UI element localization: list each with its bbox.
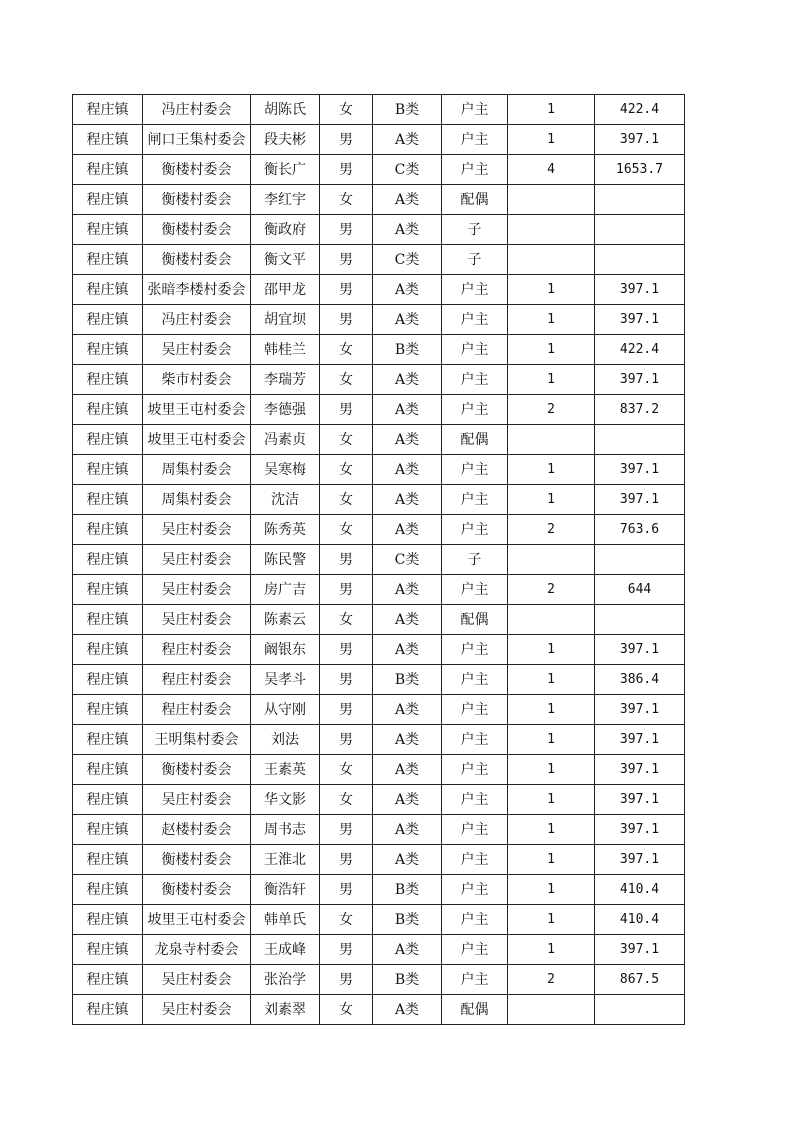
table-row bbox=[73, 365, 685, 395]
name-cell: 王淮北 bbox=[251, 845, 320, 875]
household-size-cell: 1 bbox=[508, 365, 595, 395]
relation-cell: 户主 bbox=[442, 875, 508, 905]
amount-cell: 422.4 bbox=[595, 335, 685, 365]
name-cell: 沈洁 bbox=[251, 485, 320, 515]
category-cell: C类 bbox=[373, 545, 442, 575]
household-size-cell: 1 bbox=[508, 485, 595, 515]
name-cell: 华文影 bbox=[251, 785, 320, 815]
amount-cell bbox=[595, 185, 685, 215]
town-cell: 程庄镇 bbox=[73, 545, 143, 575]
relation-cell: 子 bbox=[442, 245, 508, 275]
relation-cell: 户主 bbox=[442, 905, 508, 935]
town-cell: 程庄镇 bbox=[73, 725, 143, 755]
gender-cell: 男 bbox=[320, 545, 373, 575]
household-size-cell bbox=[508, 245, 595, 275]
village-cell: 吴庄村委会 bbox=[143, 995, 251, 1025]
household-size-cell: 1 bbox=[508, 785, 595, 815]
amount-cell: 397.1 bbox=[595, 365, 685, 395]
table-row bbox=[73, 95, 685, 125]
household-size-cell: 1 bbox=[508, 935, 595, 965]
gender-cell: 女 bbox=[320, 995, 373, 1025]
town-cell: 程庄镇 bbox=[73, 275, 143, 305]
gender-cell: 男 bbox=[320, 815, 373, 845]
table-row bbox=[73, 275, 685, 305]
town-cell: 程庄镇 bbox=[73, 845, 143, 875]
relation-cell: 户主 bbox=[442, 95, 508, 125]
village-cell: 冯庄村委会 bbox=[143, 95, 251, 125]
gender-cell: 男 bbox=[320, 245, 373, 275]
town-cell: 程庄镇 bbox=[73, 755, 143, 785]
amount-cell: 644 bbox=[595, 575, 685, 605]
gender-cell: 女 bbox=[320, 95, 373, 125]
gender-cell: 男 bbox=[320, 695, 373, 725]
village-cell: 衡楼村委会 bbox=[143, 155, 251, 185]
household-size-cell: 1 bbox=[508, 125, 595, 155]
amount-cell: 397.1 bbox=[595, 695, 685, 725]
village-cell: 王明集村委会 bbox=[143, 725, 251, 755]
gender-cell: 男 bbox=[320, 845, 373, 875]
name-cell: 冯素贞 bbox=[251, 425, 320, 455]
name-cell: 阚银东 bbox=[251, 635, 320, 665]
town-cell: 程庄镇 bbox=[73, 485, 143, 515]
amount-cell: 397.1 bbox=[595, 305, 685, 335]
town-cell: 程庄镇 bbox=[73, 425, 143, 455]
table-row bbox=[73, 905, 685, 935]
amount-cell: 397.1 bbox=[595, 785, 685, 815]
table-row bbox=[73, 455, 685, 485]
household-size-cell: 1 bbox=[508, 635, 595, 665]
relation-cell: 户主 bbox=[442, 125, 508, 155]
town-cell: 程庄镇 bbox=[73, 335, 143, 365]
village-cell: 周集村委会 bbox=[143, 485, 251, 515]
table-row bbox=[73, 215, 685, 245]
amount-cell: 397.1 bbox=[595, 725, 685, 755]
village-cell: 坡里王屯村委会 bbox=[143, 425, 251, 455]
household-size-cell: 1 bbox=[508, 455, 595, 485]
relation-cell: 配偶 bbox=[442, 185, 508, 215]
name-cell: 邵甲龙 bbox=[251, 275, 320, 305]
relation-cell: 户主 bbox=[442, 695, 508, 725]
table-row bbox=[73, 545, 685, 575]
category-cell: A类 bbox=[373, 845, 442, 875]
household-size-cell: 2 bbox=[508, 395, 595, 425]
relation-cell: 户主 bbox=[442, 725, 508, 755]
relation-cell: 户主 bbox=[442, 155, 508, 185]
table-row bbox=[73, 425, 685, 455]
name-cell: 韩桂兰 bbox=[251, 335, 320, 365]
gender-cell: 男 bbox=[320, 875, 373, 905]
table-row bbox=[73, 965, 685, 995]
amount-cell: 410.4 bbox=[595, 875, 685, 905]
relation-cell: 户主 bbox=[442, 485, 508, 515]
category-cell: A类 bbox=[373, 725, 442, 755]
household-size-cell: 1 bbox=[508, 845, 595, 875]
relation-cell: 户主 bbox=[442, 785, 508, 815]
gender-cell: 女 bbox=[320, 425, 373, 455]
relation-cell: 户主 bbox=[442, 335, 508, 365]
gender-cell: 男 bbox=[320, 965, 373, 995]
table-row bbox=[73, 695, 685, 725]
category-cell: A类 bbox=[373, 575, 442, 605]
amount-cell: 397.1 bbox=[595, 815, 685, 845]
name-cell: 王素英 bbox=[251, 755, 320, 785]
relation-cell: 户主 bbox=[442, 455, 508, 485]
gender-cell: 男 bbox=[320, 155, 373, 185]
table-row bbox=[73, 845, 685, 875]
category-cell: A类 bbox=[373, 365, 442, 395]
category-cell: B类 bbox=[373, 665, 442, 695]
town-cell: 程庄镇 bbox=[73, 815, 143, 845]
name-cell: 刘法 bbox=[251, 725, 320, 755]
category-cell: A类 bbox=[373, 995, 442, 1025]
category-cell: A类 bbox=[373, 395, 442, 425]
village-cell: 吴庄村委会 bbox=[143, 575, 251, 605]
household-size-cell: 1 bbox=[508, 725, 595, 755]
table-row bbox=[73, 785, 685, 815]
town-cell: 程庄镇 bbox=[73, 305, 143, 335]
name-cell: 刘素翠 bbox=[251, 995, 320, 1025]
relation-cell: 户主 bbox=[442, 755, 508, 785]
amount-cell: 397.1 bbox=[595, 755, 685, 785]
name-cell: 衡长广 bbox=[251, 155, 320, 185]
table-row bbox=[73, 875, 685, 905]
relation-cell: 户主 bbox=[442, 365, 508, 395]
gender-cell: 女 bbox=[320, 455, 373, 485]
household-size-cell: 1 bbox=[508, 305, 595, 335]
table-row bbox=[73, 755, 685, 785]
name-cell: 李德强 bbox=[251, 395, 320, 425]
household-size-cell bbox=[508, 215, 595, 245]
category-cell: B类 bbox=[373, 95, 442, 125]
village-cell: 张暗李楼村委会 bbox=[143, 275, 251, 305]
household-size-cell: 4 bbox=[508, 155, 595, 185]
amount-cell: 422.4 bbox=[595, 95, 685, 125]
town-cell: 程庄镇 bbox=[73, 185, 143, 215]
village-cell: 衡楼村委会 bbox=[143, 875, 251, 905]
village-cell: 吴庄村委会 bbox=[143, 965, 251, 995]
village-cell: 程庄村委会 bbox=[143, 665, 251, 695]
household-size-cell bbox=[508, 425, 595, 455]
household-size-cell: 1 bbox=[508, 905, 595, 935]
name-cell: 周书志 bbox=[251, 815, 320, 845]
town-cell: 程庄镇 bbox=[73, 995, 143, 1025]
household-size-cell bbox=[508, 545, 595, 575]
household-size-cell: 1 bbox=[508, 815, 595, 845]
relief-roster-table bbox=[72, 94, 685, 1025]
town-cell: 程庄镇 bbox=[73, 875, 143, 905]
town-cell: 程庄镇 bbox=[73, 245, 143, 275]
name-cell: 吴寒梅 bbox=[251, 455, 320, 485]
relation-cell: 配偶 bbox=[442, 995, 508, 1025]
table-row bbox=[73, 635, 685, 665]
gender-cell: 女 bbox=[320, 185, 373, 215]
village-cell: 程庄村委会 bbox=[143, 695, 251, 725]
village-cell: 衡楼村委会 bbox=[143, 245, 251, 275]
amount-cell bbox=[595, 545, 685, 575]
name-cell: 衡浩轩 bbox=[251, 875, 320, 905]
relation-cell: 户主 bbox=[442, 935, 508, 965]
category-cell: B类 bbox=[373, 335, 442, 365]
household-size-cell: 2 bbox=[508, 515, 595, 545]
name-cell: 王成峰 bbox=[251, 935, 320, 965]
category-cell: A类 bbox=[373, 485, 442, 515]
gender-cell: 男 bbox=[320, 635, 373, 665]
village-cell: 冯庄村委会 bbox=[143, 305, 251, 335]
amount-cell bbox=[595, 605, 685, 635]
table-body bbox=[73, 95, 685, 1025]
gender-cell: 男 bbox=[320, 665, 373, 695]
household-size-cell bbox=[508, 185, 595, 215]
household-size-cell: 1 bbox=[508, 275, 595, 305]
name-cell: 衡政府 bbox=[251, 215, 320, 245]
relation-cell: 户主 bbox=[442, 275, 508, 305]
household-size-cell bbox=[508, 605, 595, 635]
gender-cell: 女 bbox=[320, 605, 373, 635]
village-cell: 衡楼村委会 bbox=[143, 185, 251, 215]
table-row bbox=[73, 185, 685, 215]
table-row bbox=[73, 935, 685, 965]
household-size-cell: 1 bbox=[508, 335, 595, 365]
relation-cell: 子 bbox=[442, 215, 508, 245]
table-row bbox=[73, 515, 685, 545]
relation-cell: 户主 bbox=[442, 305, 508, 335]
category-cell: A类 bbox=[373, 515, 442, 545]
table-row bbox=[73, 335, 685, 365]
village-cell: 柴市村委会 bbox=[143, 365, 251, 395]
category-cell: C类 bbox=[373, 245, 442, 275]
category-cell: A类 bbox=[373, 125, 442, 155]
table-row bbox=[73, 155, 685, 185]
village-cell: 坡里王屯村委会 bbox=[143, 395, 251, 425]
gender-cell: 男 bbox=[320, 305, 373, 335]
relation-cell: 户主 bbox=[442, 845, 508, 875]
table-row bbox=[73, 245, 685, 275]
village-cell: 周集村委会 bbox=[143, 455, 251, 485]
gender-cell: 女 bbox=[320, 905, 373, 935]
village-cell: 龙泉寺村委会 bbox=[143, 935, 251, 965]
name-cell: 胡宜坝 bbox=[251, 305, 320, 335]
town-cell: 程庄镇 bbox=[73, 905, 143, 935]
amount-cell: 397.1 bbox=[595, 125, 685, 155]
village-cell: 赵楼村委会 bbox=[143, 815, 251, 845]
name-cell: 陈素云 bbox=[251, 605, 320, 635]
table-row bbox=[73, 605, 685, 635]
name-cell: 衡文平 bbox=[251, 245, 320, 275]
gender-cell: 男 bbox=[320, 125, 373, 155]
category-cell: B类 bbox=[373, 875, 442, 905]
table-row bbox=[73, 665, 685, 695]
town-cell: 程庄镇 bbox=[73, 365, 143, 395]
town-cell: 程庄镇 bbox=[73, 95, 143, 125]
category-cell: A类 bbox=[373, 605, 442, 635]
amount-cell: 397.1 bbox=[595, 935, 685, 965]
name-cell: 从守刚 bbox=[251, 695, 320, 725]
gender-cell: 女 bbox=[320, 365, 373, 395]
name-cell: 陈秀英 bbox=[251, 515, 320, 545]
town-cell: 程庄镇 bbox=[73, 515, 143, 545]
gender-cell: 男 bbox=[320, 395, 373, 425]
relation-cell: 户主 bbox=[442, 965, 508, 995]
gender-cell: 女 bbox=[320, 755, 373, 785]
name-cell: 陈民警 bbox=[251, 545, 320, 575]
town-cell: 程庄镇 bbox=[73, 665, 143, 695]
village-cell: 吴庄村委会 bbox=[143, 545, 251, 575]
category-cell: A类 bbox=[373, 635, 442, 665]
category-cell: A类 bbox=[373, 215, 442, 245]
village-cell: 吴庄村委会 bbox=[143, 785, 251, 815]
name-cell: 张治学 bbox=[251, 965, 320, 995]
household-size-cell: 1 bbox=[508, 755, 595, 785]
table-row bbox=[73, 575, 685, 605]
town-cell: 程庄镇 bbox=[73, 695, 143, 725]
table-row bbox=[73, 725, 685, 755]
village-cell: 吴庄村委会 bbox=[143, 335, 251, 365]
amount-cell bbox=[595, 425, 685, 455]
table-row bbox=[73, 485, 685, 515]
category-cell: A类 bbox=[373, 815, 442, 845]
household-size-cell: 1 bbox=[508, 695, 595, 725]
amount-cell: 386.4 bbox=[595, 665, 685, 695]
amount-cell bbox=[595, 995, 685, 1025]
gender-cell: 男 bbox=[320, 215, 373, 245]
amount-cell: 397.1 bbox=[595, 275, 685, 305]
village-cell: 闸口王集村委会 bbox=[143, 125, 251, 155]
household-size-cell: 2 bbox=[508, 575, 595, 605]
category-cell: A类 bbox=[373, 695, 442, 725]
village-cell: 衡楼村委会 bbox=[143, 845, 251, 875]
category-cell: B类 bbox=[373, 965, 442, 995]
town-cell: 程庄镇 bbox=[73, 785, 143, 815]
amount-cell: 397.1 bbox=[595, 455, 685, 485]
category-cell: C类 bbox=[373, 155, 442, 185]
category-cell: A类 bbox=[373, 755, 442, 785]
gender-cell: 女 bbox=[320, 485, 373, 515]
town-cell: 程庄镇 bbox=[73, 455, 143, 485]
table-row bbox=[73, 305, 685, 335]
table-row bbox=[73, 125, 685, 155]
gender-cell: 男 bbox=[320, 575, 373, 605]
category-cell: A类 bbox=[373, 275, 442, 305]
name-cell: 段夫彬 bbox=[251, 125, 320, 155]
relation-cell: 配偶 bbox=[442, 425, 508, 455]
household-size-cell bbox=[508, 995, 595, 1025]
category-cell: A类 bbox=[373, 455, 442, 485]
village-cell: 吴庄村委会 bbox=[143, 605, 251, 635]
amount-cell: 397.1 bbox=[595, 845, 685, 875]
town-cell: 程庄镇 bbox=[73, 635, 143, 665]
table-row bbox=[73, 395, 685, 425]
category-cell: A类 bbox=[373, 305, 442, 335]
town-cell: 程庄镇 bbox=[73, 155, 143, 185]
name-cell: 吴孝斗 bbox=[251, 665, 320, 695]
gender-cell: 女 bbox=[320, 335, 373, 365]
village-cell: 程庄村委会 bbox=[143, 635, 251, 665]
amount-cell: 410.4 bbox=[595, 905, 685, 935]
town-cell: 程庄镇 bbox=[73, 125, 143, 155]
category-cell: A类 bbox=[373, 425, 442, 455]
town-cell: 程庄镇 bbox=[73, 965, 143, 995]
relation-cell: 子 bbox=[442, 545, 508, 575]
amount-cell: 867.5 bbox=[595, 965, 685, 995]
amount-cell: 763.6 bbox=[595, 515, 685, 545]
category-cell: A类 bbox=[373, 935, 442, 965]
gender-cell: 男 bbox=[320, 275, 373, 305]
relation-cell: 户主 bbox=[442, 635, 508, 665]
town-cell: 程庄镇 bbox=[73, 215, 143, 245]
amount-cell: 837.2 bbox=[595, 395, 685, 425]
household-size-cell: 1 bbox=[508, 875, 595, 905]
amount-cell: 397.1 bbox=[595, 485, 685, 515]
town-cell: 程庄镇 bbox=[73, 935, 143, 965]
category-cell: A类 bbox=[373, 185, 442, 215]
table-row bbox=[73, 995, 685, 1025]
category-cell: A类 bbox=[373, 785, 442, 815]
name-cell: 李瑞芳 bbox=[251, 365, 320, 395]
relation-cell: 户主 bbox=[442, 815, 508, 845]
gender-cell: 女 bbox=[320, 785, 373, 815]
gender-cell: 女 bbox=[320, 515, 373, 545]
household-size-cell: 2 bbox=[508, 965, 595, 995]
relation-cell: 户主 bbox=[442, 575, 508, 605]
amount-cell bbox=[595, 245, 685, 275]
name-cell: 胡陈氏 bbox=[251, 95, 320, 125]
amount-cell bbox=[595, 215, 685, 245]
relation-cell: 配偶 bbox=[442, 605, 508, 635]
village-cell: 坡里王屯村委会 bbox=[143, 905, 251, 935]
name-cell: 李红宇 bbox=[251, 185, 320, 215]
gender-cell: 男 bbox=[320, 935, 373, 965]
town-cell: 程庄镇 bbox=[73, 395, 143, 425]
amount-cell: 1653.7 bbox=[595, 155, 685, 185]
name-cell: 韩单氏 bbox=[251, 905, 320, 935]
household-size-cell: 1 bbox=[508, 95, 595, 125]
village-cell: 衡楼村委会 bbox=[143, 215, 251, 245]
gender-cell: 男 bbox=[320, 725, 373, 755]
category-cell: B类 bbox=[373, 905, 442, 935]
relation-cell: 户主 bbox=[442, 395, 508, 425]
town-cell: 程庄镇 bbox=[73, 605, 143, 635]
relation-cell: 户主 bbox=[442, 515, 508, 545]
village-cell: 衡楼村委会 bbox=[143, 755, 251, 785]
amount-cell: 397.1 bbox=[595, 635, 685, 665]
village-cell: 吴庄村委会 bbox=[143, 515, 251, 545]
name-cell: 房广吉 bbox=[251, 575, 320, 605]
household-size-cell: 1 bbox=[508, 665, 595, 695]
relation-cell: 户主 bbox=[442, 665, 508, 695]
town-cell: 程庄镇 bbox=[73, 575, 143, 605]
table-row bbox=[73, 815, 685, 845]
